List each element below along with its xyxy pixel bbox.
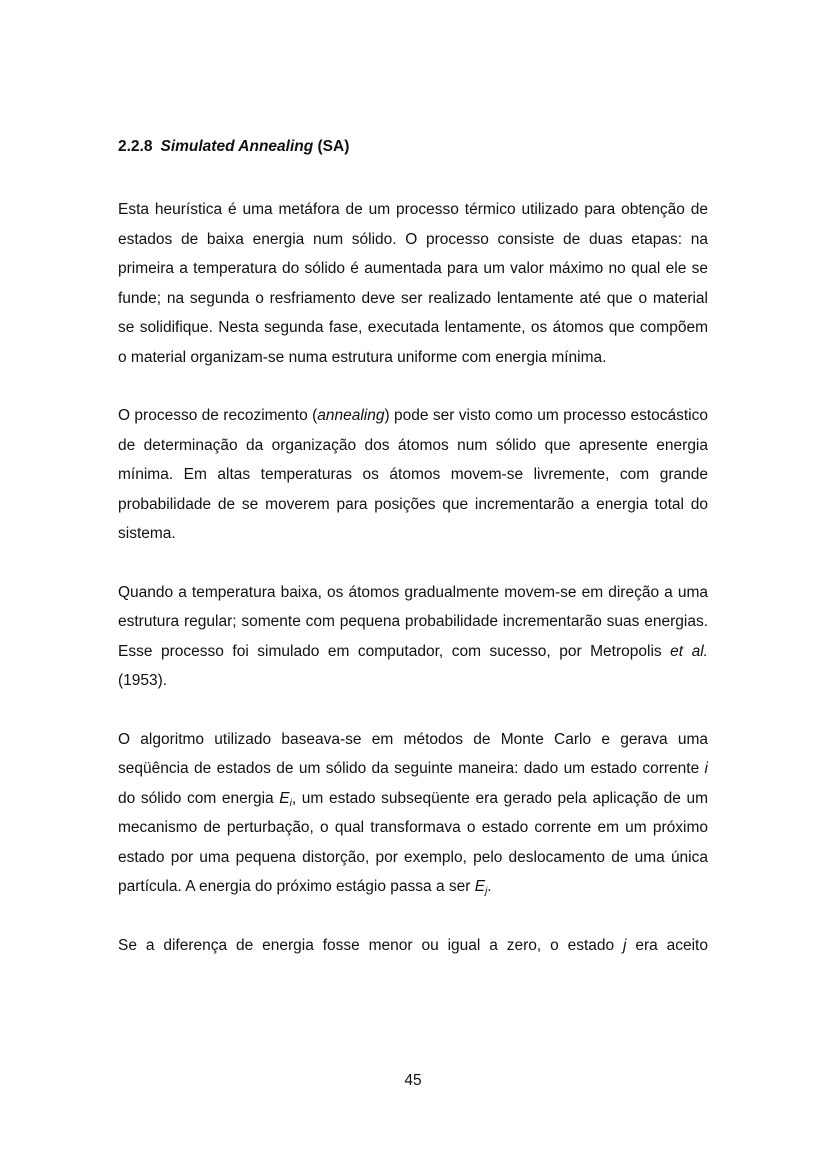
paragraph-1: Esta heurística é uma metáfora de um processo térmico utilizado para obtenção de estados de baixa energia num sólido. O processo consiste de duas etapas: na primeira a temperatura do sólido é aumentada para um valor máximo no qual ele se funde; na segunda o resfriamento deve ser realizado lentamente até que o material se solidifique. Nesta segunda fase, executada lentamente, os átomos que compõem o material organizam-se numa estrutura uniforme com energia mínima.	[118, 201, 708, 366]
ej-sub: j	[485, 886, 488, 897]
paragraph-4-text-c: , um estado subseqüente era gerado pela aplicação de um mecanismo de perturbação, o qual transformava o estado corrente em um próximo estado por uma pequena distorção, por exemplo, pelo deslocamento de uma única partícula. A energia do próximo estágio passa a ser	[118, 789, 708, 895]
page-number: 45	[404, 1072, 422, 1089]
paragraph-4-var-i: i	[704, 760, 708, 777]
paragraph-5	[118, 931, 708, 961]
paragraph-4-text-a: O algoritmo utilizado baseava-se em métodos de Monte Carlo e gerava uma seqüência de estados de um sólido da seguinte maneira: dado um estado corrente	[118, 730, 708, 777]
paragraph-2-text-b: ) pode ser visto como um processo estocástico de determinação da organização dos átomos num sólido que apresente energia mínima. Em altas temperaturas os átomos movem-se livremente, com grande probabilidade de se moverem para posições que incrementarão a energia total do sistema.	[118, 407, 708, 542]
ei-sub: i	[289, 797, 292, 809]
paragraph-3-italic: et al.	[670, 642, 708, 660]
page-content	[118, 136, 708, 989]
paragraph-2	[118, 401, 708, 549]
ei-base: E	[279, 789, 290, 807]
paragraph-4	[118, 725, 708, 902]
section-title-italic: Simulated Annealing	[160, 138, 314, 155]
paragraph-2-text-a: O processo de recozimento (	[118, 407, 318, 424]
section-title-suffix: (SA)	[313, 138, 350, 155]
paragraph-3-text-b: (1953).	[118, 672, 168, 689]
paragraph-5-text-a: Se a diferença de energia fosse menor ou igual a zero, o estado	[118, 936, 623, 954]
paragraph-4-var-Ej	[475, 878, 488, 895]
paragraph-4-text-d: .	[487, 878, 492, 895]
paragraph-3	[118, 578, 708, 696]
ej-base: E	[474, 878, 486, 895]
paragraph-4-var-Ei	[279, 790, 292, 807]
paragraph-3-text-a: Quando a temperatura baixa, os átomos gradualmente movem-se em direção a uma estrutura regular; somente com pequena probabilidade incrementarão suas energias. Esse processo foi simulado em computador, com sucesso, por Metropolis	[118, 583, 708, 660]
paragraph-5-var-j: j	[623, 936, 627, 954]
paragraph-5-text-b: era aceito	[626, 936, 708, 954]
section-heading	[118, 136, 708, 158]
paragraph-2-italic: annealing	[317, 407, 385, 424]
section-number: 2.2.8	[118, 138, 153, 155]
paragraph-4-text-b: do sólido com energia	[118, 789, 280, 807]
